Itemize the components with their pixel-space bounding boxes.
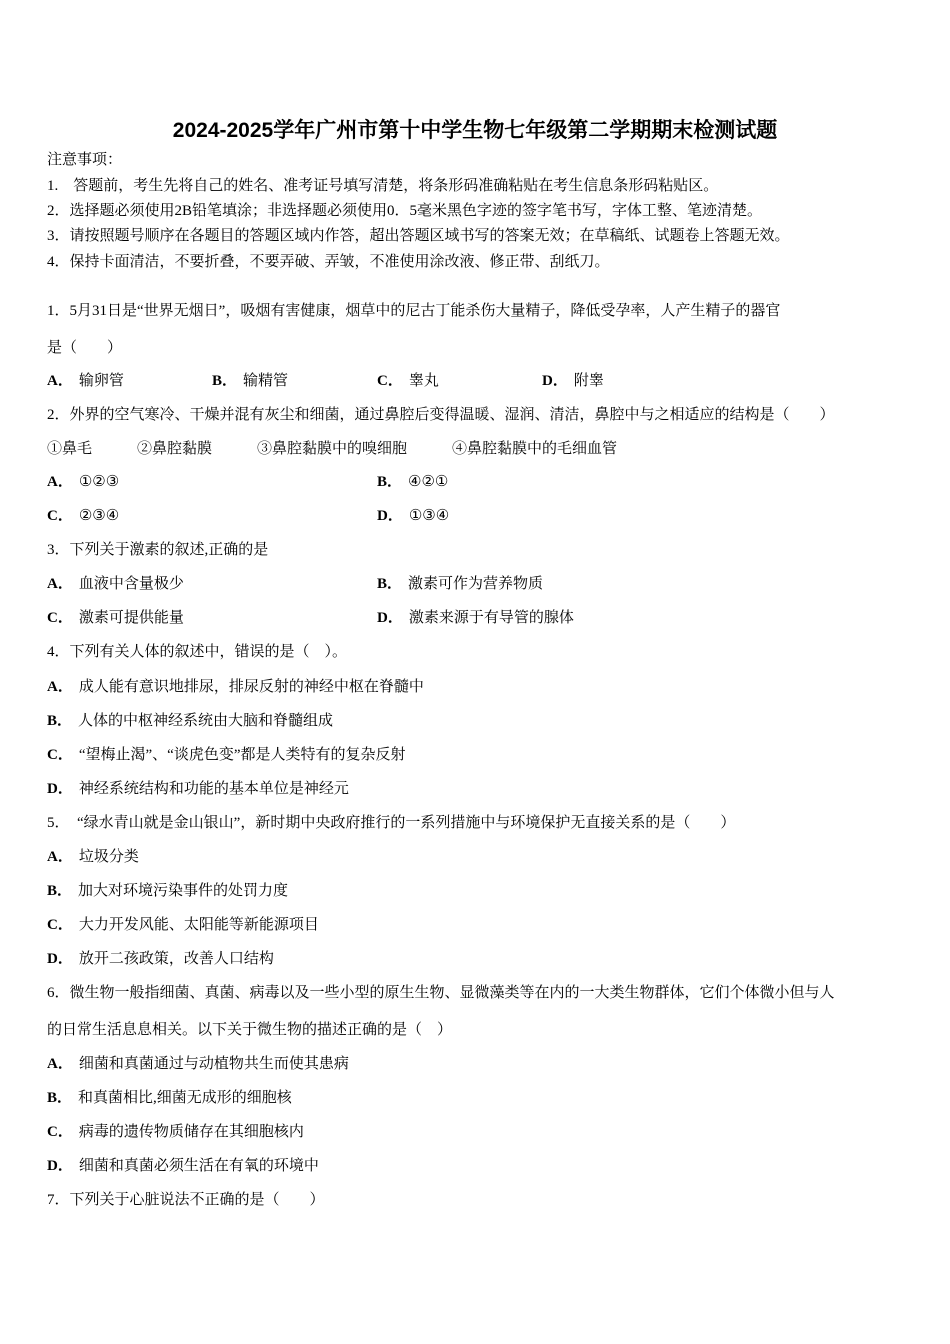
option-a: [47, 472, 119, 492]
option-text: 和真菌相比,细菌无成形的细胞核: [78, 1090, 292, 1106]
notice-item: 1. 答题前，考生先将自己的姓名、准考证号填写清楚，将条形码准确粘贴在考生信息条形码粘贴区。: [47, 178, 719, 194]
option-b: [47, 1088, 292, 1108]
question-1-stem-cont: 是（ ）: [47, 340, 123, 356]
option-label: A．: [47, 576, 73, 592]
option-b: [212, 371, 288, 391]
option-d: [47, 949, 274, 969]
option-text: ①③④: [408, 508, 450, 524]
notice-item: 2．选择题必须使用2B铅笔填涂；非选择题必须使用0．5毫米黑色字迹的签字笔书写，字体工整、笔迹清楚。: [47, 203, 763, 219]
option-text: 输精管: [243, 373, 289, 389]
option-c: [47, 506, 119, 526]
option-text: ②③④: [78, 508, 120, 524]
notice-item: 4．保持卡面清洁，不要折叠，不要弄破、弄皱，不准使用涂改液、修正带、刮纸刀。: [47, 254, 610, 270]
option-d: [47, 1156, 319, 1176]
option-c: [47, 608, 184, 628]
option-a: [47, 677, 424, 697]
option-a: [47, 574, 184, 594]
notice-heading: 注意事项：: [47, 152, 123, 168]
option-d: [377, 506, 449, 526]
option-label: A．: [47, 1056, 73, 1072]
question-6-stem-cont: 的日常生活息息相关。以下关于微生物的描述正确的是（ ）: [47, 1022, 453, 1038]
option-c: [47, 915, 319, 935]
option-label: D．: [542, 373, 568, 389]
option-b: [377, 472, 448, 492]
option-a: [47, 847, 139, 867]
option-label: B．: [47, 713, 73, 729]
page-title: 2024-2025学年广州市第十中学生物七年级第二学期期末检测试题: [172, 119, 778, 142]
question-2-items: ①鼻毛 ②鼻腔黏膜 ③鼻腔黏膜中的嗅细胞 ④鼻腔黏膜中的毛细血管: [47, 441, 618, 457]
option-label: D．: [47, 951, 73, 967]
option-label: B．: [377, 576, 403, 592]
option-label: B．: [47, 883, 73, 899]
option-label: A．: [47, 679, 73, 695]
option-text: 输卵管: [78, 373, 124, 389]
option-text: 神经系统结构和功能的基本单位是神经元: [78, 781, 349, 797]
option-label: A．: [47, 849, 73, 865]
option-text: 激素可作为营养物质: [408, 576, 544, 592]
option-text: “望梅止渴”、“谈虎色变”都是人类特有的复杂反射: [78, 747, 406, 763]
option-label: C．: [47, 917, 73, 933]
option-text: 附睾: [573, 373, 604, 389]
option-text: ①②③: [78, 474, 120, 490]
option-label: C．: [47, 610, 73, 626]
option-label: D．: [377, 508, 403, 524]
question-4-stem: 4．下列有关人体的叙述中，错误的是（ ）。: [47, 644, 348, 660]
option-text: 人体的中枢神经系统由大脑和脊髓组成: [78, 713, 334, 729]
option-text: 成人能有意识地排尿，排尿反射的神经中枢在脊髓中: [78, 679, 424, 695]
option-text: 睾丸: [408, 373, 439, 389]
option-label: B．: [47, 1090, 73, 1106]
notice-item: 3．请按照题号顺序在各题目的答题区域内作答，超出答题区域书写的答案无效；在草稿纸、试题卷上答题无效。: [47, 228, 790, 244]
option-c: [47, 1122, 304, 1142]
option-text: 细菌和真菌通过与动植物共生而使其患病: [78, 1056, 349, 1072]
option-text: 加大对环境污染事件的处罚力度: [78, 883, 289, 899]
option-text: 放开二孩政策，改善人口结构: [78, 951, 274, 967]
option-label: B．: [377, 474, 403, 490]
option-label: D．: [377, 610, 403, 626]
option-b: [377, 574, 543, 594]
option-d: [377, 608, 574, 628]
question-7-stem: 7．下列关于心脏说法不正确的是（ ）: [47, 1192, 325, 1208]
option-b: [47, 881, 288, 901]
question-2-stem: 2．外界的空气寒冷、干燥并混有灰尘和细菌，通过鼻腔后变得温暖、湿润、清洁，鼻腔中与之相适应的结构是（ ）: [47, 407, 835, 423]
option-c: [47, 745, 405, 765]
option-text: 血液中含量极少: [78, 576, 184, 592]
question-3-stem: 3．下列关于激素的叙述,正确的是: [47, 542, 269, 558]
option-label: A．: [47, 474, 73, 490]
option-label: C．: [47, 1124, 73, 1140]
option-label: A．: [47, 373, 73, 389]
option-label: D．: [47, 781, 73, 797]
option-text: 大力开发风能、太阳能等新能源项目: [78, 917, 319, 933]
option-text: 垃圾分类: [78, 849, 139, 865]
option-text: 病毒的遗传物质储存在其细胞核内: [78, 1124, 304, 1140]
option-a: [47, 371, 124, 391]
option-c: [377, 371, 439, 391]
option-label: C．: [47, 747, 73, 763]
option-d: [47, 779, 349, 799]
question-5-stem: 5． “绿水青山就是金山银山”，新时期中央政府推行的一系列措施中与环境保护无直接关系的是（ ）: [47, 815, 736, 831]
option-d: [542, 371, 604, 391]
option-a: [47, 1054, 349, 1074]
option-text: 激素可提供能量: [78, 610, 184, 626]
option-text: 细菌和真菌必须生活在有氧的环境中: [78, 1158, 319, 1174]
option-b: [47, 711, 333, 731]
question-6-stem: 6．微生物一般指细菌、真菌、病毒以及一些小型的原生生物、显微藻类等在内的一大类生物群体，它们个体微小但与人: [47, 985, 835, 1001]
option-label: C．: [377, 373, 403, 389]
option-label: C．: [47, 508, 73, 524]
question-1-stem: 1．5月31日是“世界无烟日”，吸烟有害健康，烟草中的尼古丁能杀伤大量精子，降低受孕率，人产生精子的器官: [47, 303, 781, 319]
option-text: ④②①: [408, 474, 449, 490]
option-text: 激素来源于有导管的腺体: [408, 610, 574, 626]
option-label: B．: [212, 373, 238, 389]
option-label: D．: [47, 1158, 73, 1174]
